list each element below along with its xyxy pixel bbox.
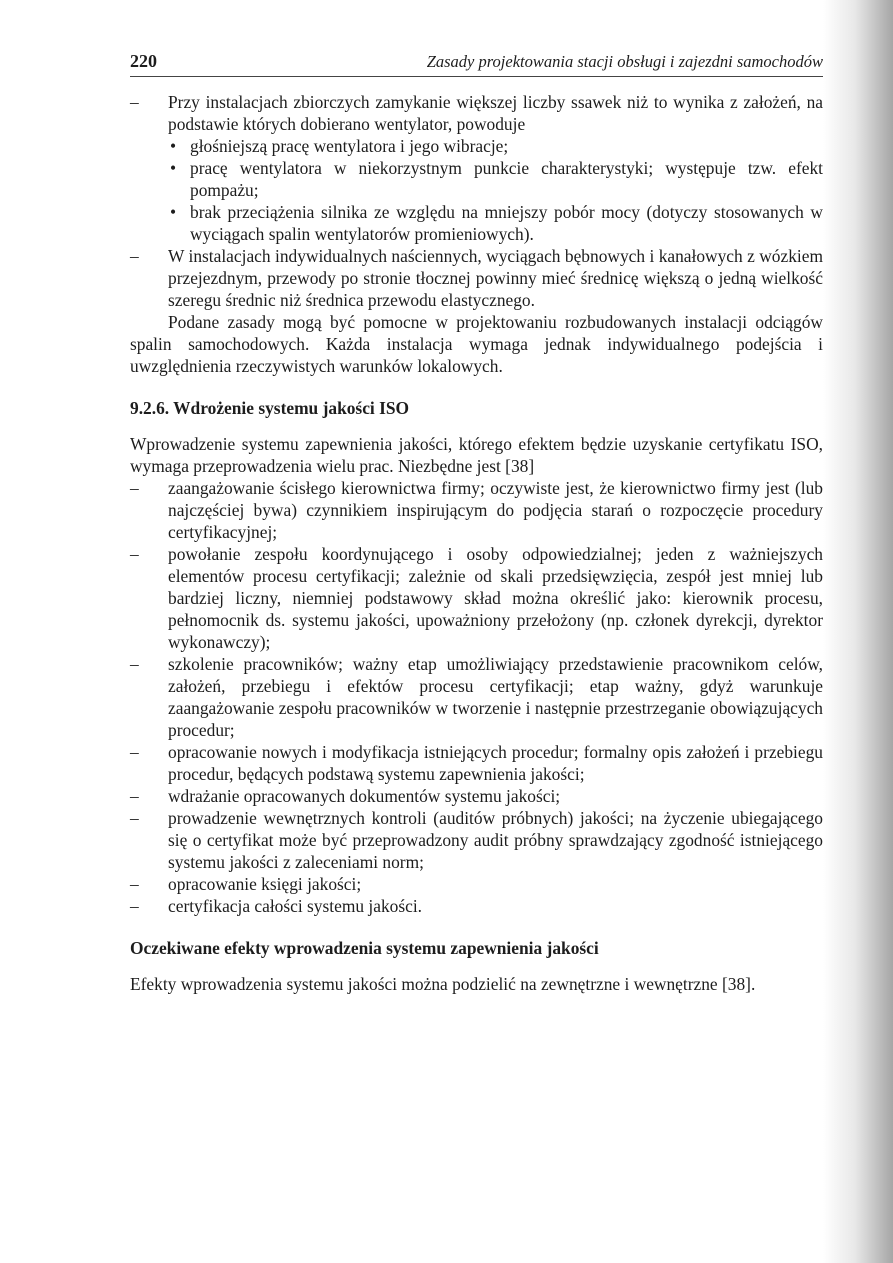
bullet-list bbox=[168, 135, 823, 245]
section-list-item: – wdrażanie opracowanych dokumentów systemu jakości; bbox=[130, 785, 823, 807]
bullet-item: • głośniejszą pracę wentylatora i jego wibracje; bbox=[168, 135, 823, 157]
running-header bbox=[130, 50, 823, 77]
page-number: 220 bbox=[130, 51, 157, 71]
summary-paragraph: Podane zasady mogą być pomocne w projektowaniu rozbudowanych instalacji odciągów spalin samochodowych. Każda instalacja wymaga jednak indywidualnego podejścia i uwzględnienia rzeczywistych warunków lokalowych. bbox=[130, 312, 823, 376]
page-edge-shadow bbox=[823, 0, 893, 1263]
section-list-item: – powołanie zespołu koordynującego i osoby odpowiedzialnej; jeden z ważniejszych elementów procesu certyfikacji; zależnie od skali przedsięwzięcia, zespół jest mniej lub bardziej liczny, niemniej podstawowy skład można określić jako: kierownik procesu, pełnomocnik ds. systemu jakości, upoważniony przełożony (np. członek dyrekcji, dyrektor wykonawczy); bbox=[130, 543, 823, 653]
bullet-item: • brak przeciążenia silnika ze względu na mniejszy pobór mocy (dotyczy stosowanych w wyciągach spalin wentylatorów promieniowych). bbox=[168, 201, 823, 245]
running-title: Zasady projektowania stacji obsługi i zajezdni samochodów bbox=[426, 52, 823, 71]
bullet-item: • pracę wentylatora w niekorzystnym punkcie charakterystyki; występuje tzw. efekt pompażu; bbox=[168, 157, 823, 201]
intro-dash-item: – W instalacjach indywidualnych naściennych, wyciągach bębnowych i kanałowych z wózkiem przejezdnym, przewody po stronie tłocznej powinny mieć średnicę większą o jedną wielkość szeregu średnic niż średnica przewodu elastycznego. bbox=[130, 245, 823, 311]
section-list-item: – prowadzenie wewnętrznych kontroli (auditów próbnych) jakości; na życzenie ubiegającego się o certyfikat może być przeprowadzony audit próbny sprawdzający zgodność istniejącego systemu jakości z zaleceniami norm; bbox=[130, 807, 823, 873]
section-list-item: – opracowanie księgi jakości; bbox=[130, 873, 823, 895]
section-list-item: – opracowanie nowych i modyfikacja istniejących procedur; formalny opis założeń i przebiegu procedur, będących podstawą systemu zapewnienia jakości; bbox=[130, 741, 823, 785]
subsection-heading: Oczekiwane efekty wprowadzenia systemu zapewnienia jakości bbox=[130, 938, 599, 958]
intro-dash-item bbox=[130, 91, 823, 245]
section-heading: 9.2.6. Wdrożenie systemu jakości ISO bbox=[130, 398, 410, 418]
section-list-item: – szkolenie pracowników; ważny etap umożliwiający przedstawienie pracownikom celów, założeń, przebiegu i efektów procesu certyfikacji; etap ważny, gdyż warunkuje zaangażowanie zespołu pracowników w tworzenie i następnie przestrzeganie obowiązujących procedur; bbox=[130, 653, 823, 741]
subsection-paragraph: Efekty wprowadzenia systemu jakości można podzielić na zewnętrzne i wewnętrzne [38]. bbox=[130, 974, 756, 994]
intro-dash-item-text: Przy instalacjach zbiorczych zamykanie większej liczby ssawek niż to wynika z założeń, na podstawie których dobierano wentylator, powoduje bbox=[168, 92, 823, 134]
section-list-item: – certyfikacja całości systemu jakości. bbox=[130, 895, 823, 917]
section-intro-paragraph: Wprowadzenie systemu zapewnienia jakości, którego efektem będzie uzyskanie certyfikatu ISO, wymaga przeprowadzenia wielu prac. Niezbędne jest [38] bbox=[130, 434, 823, 476]
book-page bbox=[130, 50, 823, 995]
section-list-item: – zaangażowanie ścisłego kierownictwa firmy; oczywiste jest, że kierownictwo firmy jest (lub najczęściej bywa) czynnikiem inspirującym do podjęcia starań o rozpoczęcie procedury certyfikacyjnej; bbox=[130, 477, 823, 543]
